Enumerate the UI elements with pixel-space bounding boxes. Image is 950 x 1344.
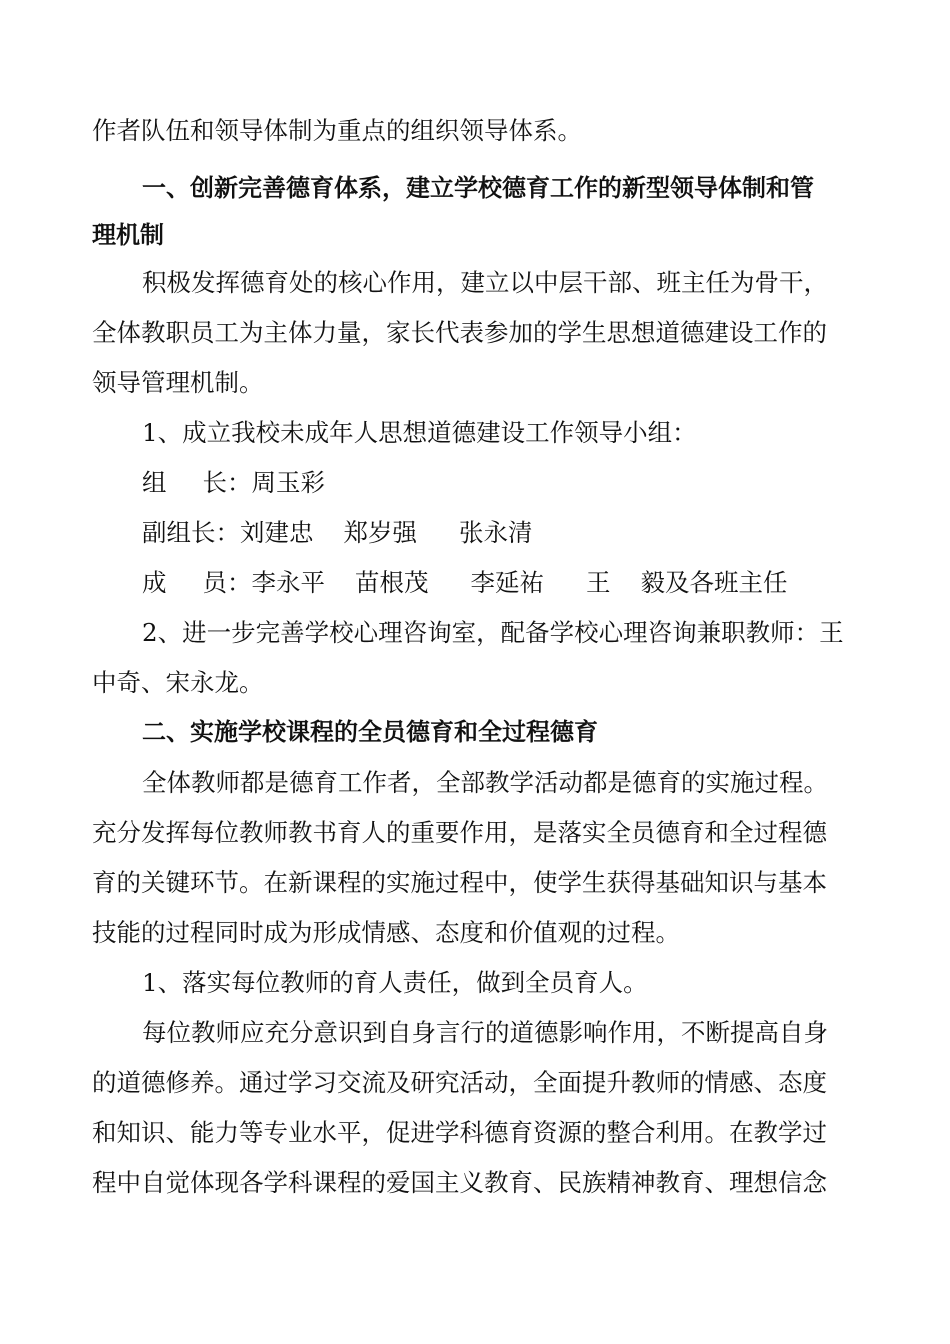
list-item-heading: 1、成立我校未成年人思想道德建设工作领导小组： bbox=[142, 418, 697, 447]
leader-label-part2: 长： bbox=[202, 468, 252, 497]
deputy-name: 张永清 bbox=[459, 518, 533, 547]
paragraph-line: 全体教职员工为主体力量，家长代表参加的学生思想道德建设工作的 bbox=[92, 318, 827, 347]
paragraph-line: 的道德修养。通过学习交流及研究活动，全面提升教师的情感、态度 bbox=[92, 1068, 827, 1097]
paragraph-line: 领导管理机制。 bbox=[92, 368, 264, 397]
paragraph-line: 充分发挥每位教师教书育人的重要作用，是落实全员德育和全过程德 bbox=[92, 818, 827, 847]
deputy-name: 郑岁强 bbox=[343, 518, 417, 547]
leader-label-part1: 组 bbox=[142, 468, 167, 497]
list-item-heading: 1、落实每位教师的育人责任，做到全员育人。 bbox=[142, 968, 648, 997]
section-heading: 一、创新完善德育体系，建立学校德育工作的新型领导体制和管 bbox=[142, 174, 814, 202]
paragraph-line: 程中自觉体现各学科课程的爱国主义教育、民族精神教育、理想信念 bbox=[92, 1168, 827, 1197]
paragraph-line: 全体教师都是德育工作者，全部教学活动都是德育的实施过程。 bbox=[142, 768, 828, 797]
member-name-part2: 毅及各班主任 bbox=[640, 568, 788, 597]
member-name-part1: 王 bbox=[586, 568, 611, 597]
member-name: 苗根茂 bbox=[355, 568, 429, 597]
member-name: 李延祐 bbox=[470, 568, 544, 597]
deputy-label: 副组长： bbox=[142, 518, 240, 547]
paragraph-line: 和知识、能力等专业水平，促进学科德育资源的整合利用。在教学过 bbox=[92, 1118, 827, 1147]
paragraph-line: 育的关键环节。在新课程的实施过程中，使学生获得基础知识与基本 bbox=[92, 868, 827, 897]
paragraph-line: 积极发挥德育处的核心作用，建立以中层干部、班主任为骨干， bbox=[142, 268, 828, 297]
paragraph-line: 技能的过程同时成为形成情感、态度和价值观的过程。 bbox=[92, 918, 680, 947]
section-heading-continued: 理机制 bbox=[92, 221, 164, 249]
member-name: 李永平 bbox=[251, 568, 325, 597]
member-label-part2: 员： bbox=[202, 568, 252, 597]
leader-name: 周玉彩 bbox=[251, 468, 325, 497]
paragraph-line: 中奇、宋永龙。 bbox=[92, 668, 264, 697]
paragraph-line: 作者队伍和领导体制为重点的组织领导体系。 bbox=[92, 116, 582, 145]
member-label-part1: 成 bbox=[142, 568, 167, 597]
deputy-name: 刘建忠 bbox=[240, 518, 314, 547]
list-item-heading: 2、进一步完善学校心理咨询室，配备学校心理咨询兼职教师：王 bbox=[142, 618, 844, 647]
section-heading: 二、实施学校课程的全员德育和全过程德育 bbox=[142, 718, 598, 746]
paragraph-line: 每位教师应充分意识到自身言行的道德影响作用，不断提高自身 bbox=[142, 1018, 828, 1047]
members-line bbox=[142, 568, 788, 598]
deputy-leader-line bbox=[142, 518, 533, 548]
group-leader-line bbox=[142, 468, 325, 498]
